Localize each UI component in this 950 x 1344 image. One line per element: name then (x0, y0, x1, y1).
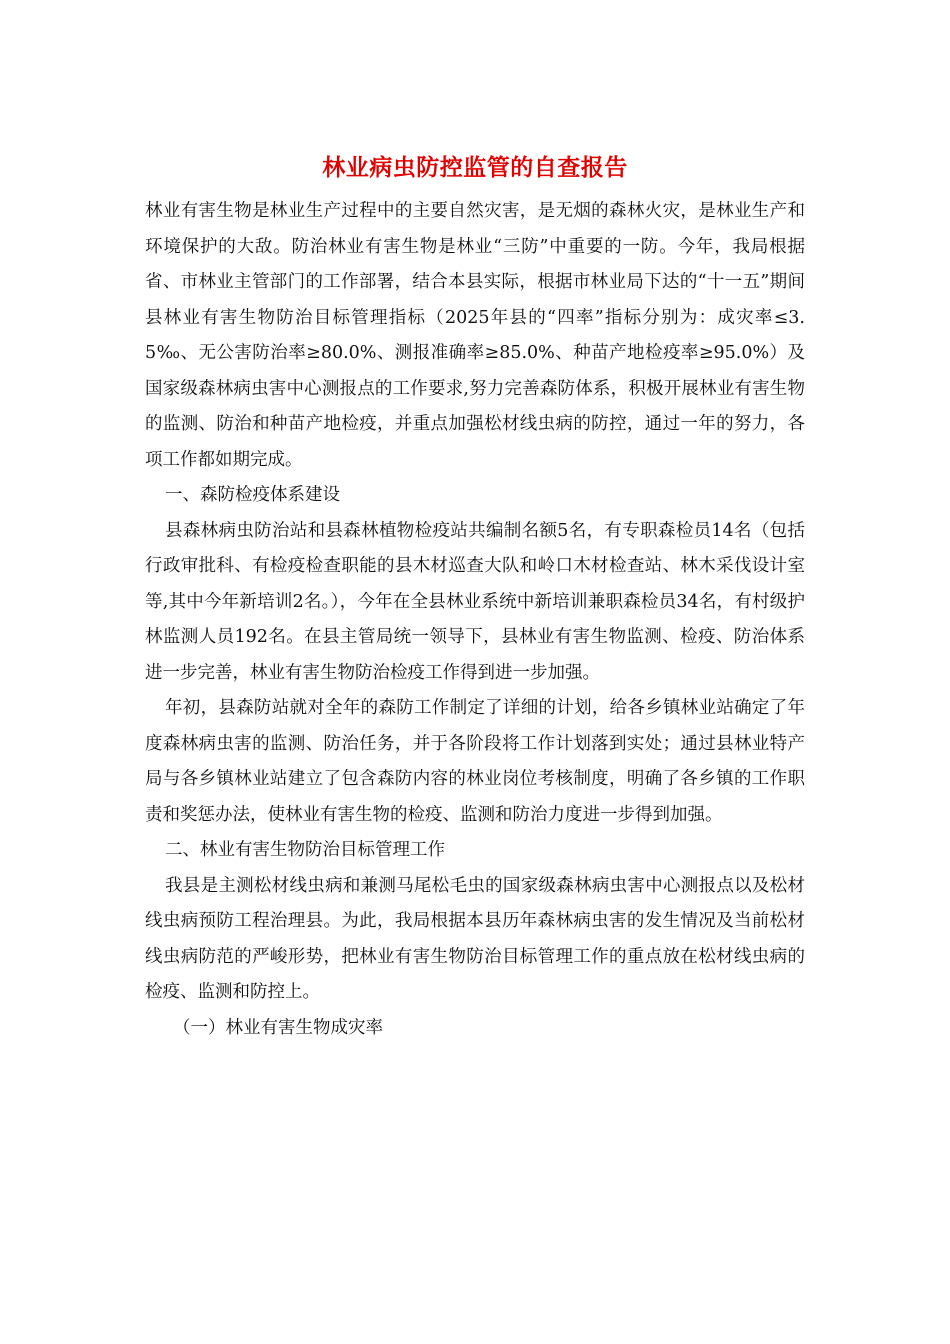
document-title: 林业病虫防控监管的自查报告 (322, 154, 628, 181)
document-body (145, 194, 805, 1046)
body-paragraph: 县森林病虫防治站和县森林植物检疫站共编制名额5名，有专职森检员14名（包括行政审批科、有检疫检查职能的县木材巡查大队和岭口木材检查站、林木采伐设计室等,其中今年新培训2名。），今年在全县林业系统中新培训兼职森检员34名，有村级护林监测人员192名。在县主管局统一领导下，县林业有害生物监测、检疫、防治体系进一步完善，林业有害生物防治检疫工作得到进一步加强。 (145, 520, 805, 683)
section-heading-2: 二、林业有害生物防治目标管理工作 (165, 840, 445, 860)
body-paragraph: 年初，县森防站就对全年的森防工作制定了详细的计划，给各乡镇林业站确定了年度森林病虫害的监测、防治任务，并于各阶段将工作计划落到实处；通过县林业特产局与各乡镇林业站建立了包含森防内容的林业岗位考核制度，明确了各乡镇的工作职责和奖惩办法，使林业有害生物的检疫、监测和防治力度进一步得到加强。 (145, 698, 805, 825)
intro-paragraph: 林业有害生物是林业生产过程中的主要自然灾害，是无烟的森林火灾，是林业生产和环境保护的大敌。防治林业有害生物是林业“三防”中重要的一防。今年，我局根据省、市林业主管部门的工作部署，结合本县实际，根据市林业局下达的“十一五”期间县林业有害生物防治目标管理指标（2025年县的“四率”指标分别为：成灾率≤3.5‰、无公害防治率≥80.0%、测报准确率≥85.0%、种苗产地检疫率≥95.0%）及国家级森林病虫害中心测报点的工作要求,努力完善森防体系，积极开展林业有害生物的监测、防治和种苗产地检疫，并重点加强松材线虫病的防控，通过一年的努力，各项工作都如期完成。 (145, 201, 805, 470)
section-heading-1: 一、森防检疫体系建设 (165, 485, 340, 505)
body-paragraph: 我县是主测松材线虫病和兼测马尾松毛虫的国家级森林病虫害中心测报点以及松材线虫病预防工程治理县。为此，我局根据本县历年森林病虫害的发生情况及当前松材线虫病防范的严峻形势，把林业有害生物防治目标管理工作的重点放在松材线虫病的检疫、监测和防控上。 (145, 875, 805, 1002)
subsection-heading-1: （一）林业有害生物成灾率 (173, 1017, 383, 1038)
